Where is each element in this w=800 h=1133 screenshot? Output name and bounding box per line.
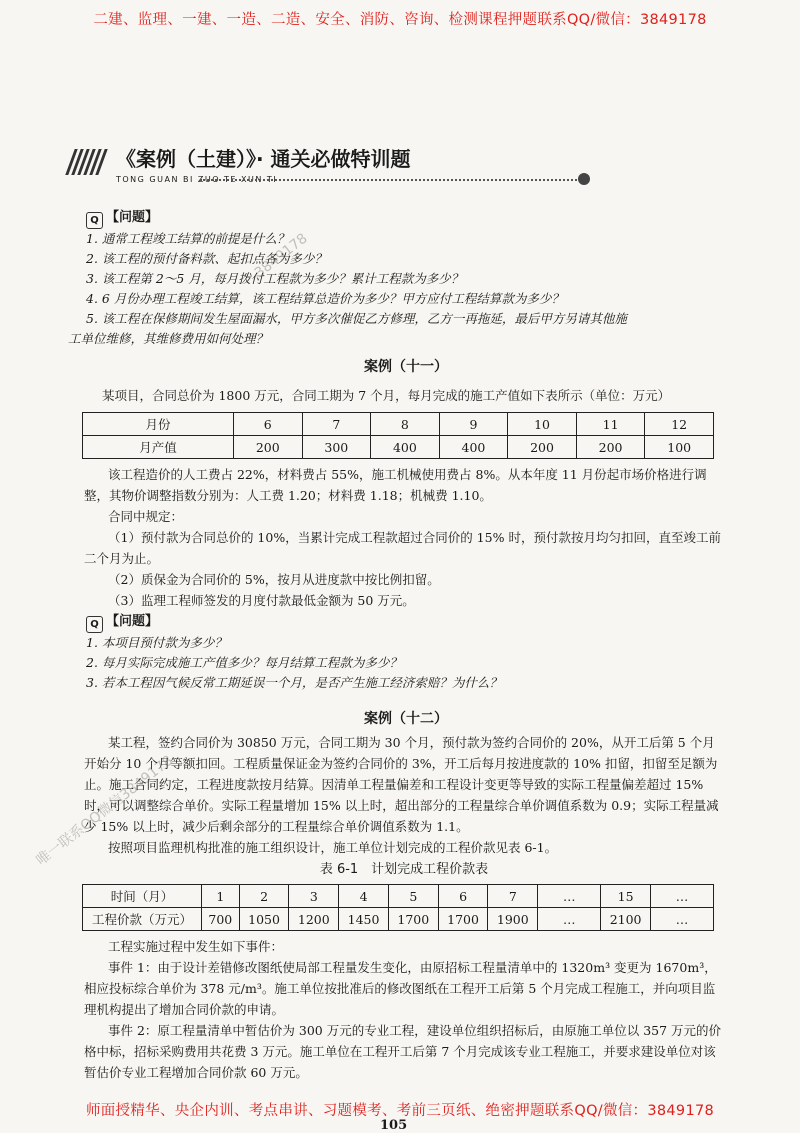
table-cell: 700 bbox=[202, 908, 240, 931]
table-row bbox=[83, 908, 714, 931]
paragraph: 事件 2：原工程量清单中暂估价为 300 万元的专业工程，建设单位组织招标后，由原施工单位以 357 万元的价格中标，招标采购费用共花费 3 万元。施工单位在工程开工后第 7 个月完成该专业工程施工，并要求建设单位对该暂估价专业工程增加合同价款 60 万元。 bbox=[84, 1023, 722, 1080]
question-icon: Q bbox=[86, 212, 103, 229]
top-banner: 二建、监理、一建、一造、二造、安全、消防、咨询、检测课程押题联系QQ/微信：3849178 bbox=[93, 12, 707, 28]
table-cell: 9 bbox=[439, 413, 508, 436]
case12-body bbox=[84, 732, 724, 877]
table-cell: … bbox=[538, 885, 601, 908]
paragraph: （2）质保金为合同价的 5%，按月从进度款中按比例扣留。 bbox=[108, 572, 440, 587]
table-cell: 7 bbox=[488, 885, 538, 908]
table-cell: 2 bbox=[239, 885, 289, 908]
case12-events bbox=[84, 936, 724, 1083]
paragraph: 事件 1：由于设计差错修改图纸使局部工程量发生变化，由原招标工程量清单中的 1320m³ 变更为 1670m³，相应投标综合单价为 378 元/m³。施工单位按批准后的修改图纸在工程开工后第 5 个月完成工程施工，并向项目监理机构提出了增加合同价款的申请。 bbox=[84, 960, 717, 1017]
question-item: 2. 每月实际完成施工产值多少？每月结算工程款为多少？ bbox=[86, 655, 402, 670]
question-item: 3. 该工程第 2～5 月，每月拨付工程款为多少？累计工程款为多少？ bbox=[86, 271, 464, 286]
paragraph: 工程实施过程中发生如下事件： bbox=[108, 939, 284, 954]
table-cell: 11 bbox=[576, 413, 645, 436]
case11-body bbox=[84, 464, 724, 611]
table-cell: 2100 bbox=[601, 908, 651, 931]
question-block-1 bbox=[68, 206, 726, 349]
watermark-text: 唯一联系QQ微信3849178 bbox=[33, 752, 177, 869]
case12-title: 案例（十二） bbox=[364, 711, 448, 727]
table-row bbox=[83, 436, 714, 459]
question-item: 3. 若本工程因气候反常工期延误一个月，是否产生施工经济索赔？为什么？ bbox=[86, 675, 502, 690]
table-cell: 10 bbox=[508, 413, 577, 436]
header-dotted-rule bbox=[200, 179, 585, 181]
header-title: 《案例（土建）》· 通关必做特训题 bbox=[116, 147, 411, 171]
paragraph: 该工程造价的人工费占 22%，材料费占 55%，施工机械使用费占 8%。从本年度 11 月份起市场价格进行调整，其物价调整指数分别为：人工费 1.20；材料费 1.18；机械费 1.10。 bbox=[84, 467, 707, 503]
table-cell: 7 bbox=[302, 413, 371, 436]
table-cell: 6 bbox=[438, 885, 488, 908]
bottom-banner: 师面授精华、央企内训、考点串讲、习题模考、考前三页纸、绝密押题联系QQ/微信：3849178 bbox=[85, 1103, 715, 1119]
table-cell: 300 bbox=[302, 436, 371, 459]
question-block-2 bbox=[86, 610, 726, 693]
question-item: 5. 该工程在保修期间发生屋面漏水，甲方多次催促乙方修理，乙方一再拖延，最后甲方另请其他施 bbox=[86, 311, 627, 326]
header-stripes bbox=[70, 149, 106, 179]
case11-table bbox=[82, 412, 714, 459]
table-cell: 1 bbox=[202, 885, 240, 908]
table-cell: 100 bbox=[645, 436, 714, 459]
question-item: 2. 该工程的预付备料款、起扣点各为多少？ bbox=[86, 251, 327, 266]
question-heading: Q 【问题】 bbox=[86, 610, 726, 633]
table-caption: 表 6-1 计划完成工程价款表 bbox=[319, 862, 489, 877]
table-cell: 400 bbox=[371, 436, 440, 459]
case12-table bbox=[82, 884, 714, 931]
header-subtitle: TONG GUAN BI ZUO TE XUN TI bbox=[116, 175, 278, 184]
table-row bbox=[83, 413, 714, 436]
question-icon: Q bbox=[86, 616, 103, 633]
paragraph: 合同中规定： bbox=[108, 509, 184, 524]
table-cell: 6 bbox=[234, 413, 303, 436]
page-header bbox=[70, 143, 590, 191]
table-row bbox=[83, 885, 714, 908]
table-cell: 15 bbox=[601, 885, 651, 908]
table-cell: 400 bbox=[439, 436, 508, 459]
table-cell: 1200 bbox=[289, 908, 339, 931]
question-item: 1. 通常工程竣工结算的前提是什么？ bbox=[86, 231, 290, 246]
paragraph: （1）预付款为合同总价的 10%，当累计完成工程款超过合同价的 15% 时，预付款按月均匀扣回，直至竣工前二个月为止。 bbox=[84, 530, 721, 566]
table-cell: 3 bbox=[289, 885, 339, 908]
table-cell: 1700 bbox=[438, 908, 488, 931]
table-cell: 200 bbox=[508, 436, 577, 459]
table-cell: 1900 bbox=[488, 908, 538, 931]
table-cell: 1700 bbox=[388, 908, 438, 931]
table-cell: 1050 bbox=[239, 908, 289, 931]
paragraph: 按照项目监理机构批准的施工组织设计，施工单位计划完成的工程价款见表 6-1。 bbox=[108, 840, 558, 855]
table-cell: … bbox=[538, 908, 601, 931]
case11-title: 案例（十一） bbox=[364, 359, 448, 375]
question-item: 工单位维修，其维修费用如何处理？ bbox=[68, 331, 269, 346]
table-cell: 5 bbox=[388, 885, 438, 908]
table-cell: 1450 bbox=[339, 908, 389, 931]
page-number: 105 bbox=[380, 1118, 408, 1133]
table-cell: … bbox=[651, 908, 714, 931]
case11-intro: 某项目，合同总价为 1800 万元，合同工期为 7 个月，每月完成的施工产值如下表所示（单位：万元） bbox=[102, 388, 671, 403]
paragraph: （3）监理工程师签发的月度付款最低金额为 50 万元。 bbox=[108, 593, 415, 608]
table-cell: 4 bbox=[339, 885, 389, 908]
table-cell: 时间（月） bbox=[83, 885, 202, 908]
question-heading: Q 【问题】 bbox=[86, 206, 726, 229]
table-cell: 月份 bbox=[83, 413, 234, 436]
table-cell: 200 bbox=[234, 436, 303, 459]
table-cell: … bbox=[651, 885, 714, 908]
question-item: 1. 本项目预付款为多少？ bbox=[86, 635, 227, 650]
table-cell: 12 bbox=[645, 413, 714, 436]
question-item: 4. 6 月份办理工程竣工结算，该工程结算总造价为多少？甲方应付工程结算款为多少？ bbox=[86, 291, 564, 306]
header-rule-endcap bbox=[578, 173, 590, 185]
table-cell: 月产值 bbox=[83, 436, 234, 459]
table-cell: 200 bbox=[576, 436, 645, 459]
watermark-text: 3849178 bbox=[251, 230, 311, 282]
paragraph: 某工程，签约合同价为 30850 万元，合同工期为 30 个月，预付款为签约合同价的 20%，从开工后第 5 个月开始分 10 个月等额扣回。工程质量保证金为签约合同价的 3%，开工后每月按进度款的 10% 扣留，扣留至足额为止。施工合同约定，工程进度款按月结算。因清单工程量偏差和工程设计变更等导致的实际工程量偏差超过 15% 时，可以调整综合单价。实际工程量增加 15% 以上时，超出部分的工程量综合单价调值系数为 0.9；实际工程量减少 15% 以上时，减少后剩余部分的工程量综合单价调值系数为 1.1。 bbox=[84, 735, 719, 834]
table-cell: 8 bbox=[371, 413, 440, 436]
table-cell: 工程价款（万元） bbox=[83, 908, 202, 931]
